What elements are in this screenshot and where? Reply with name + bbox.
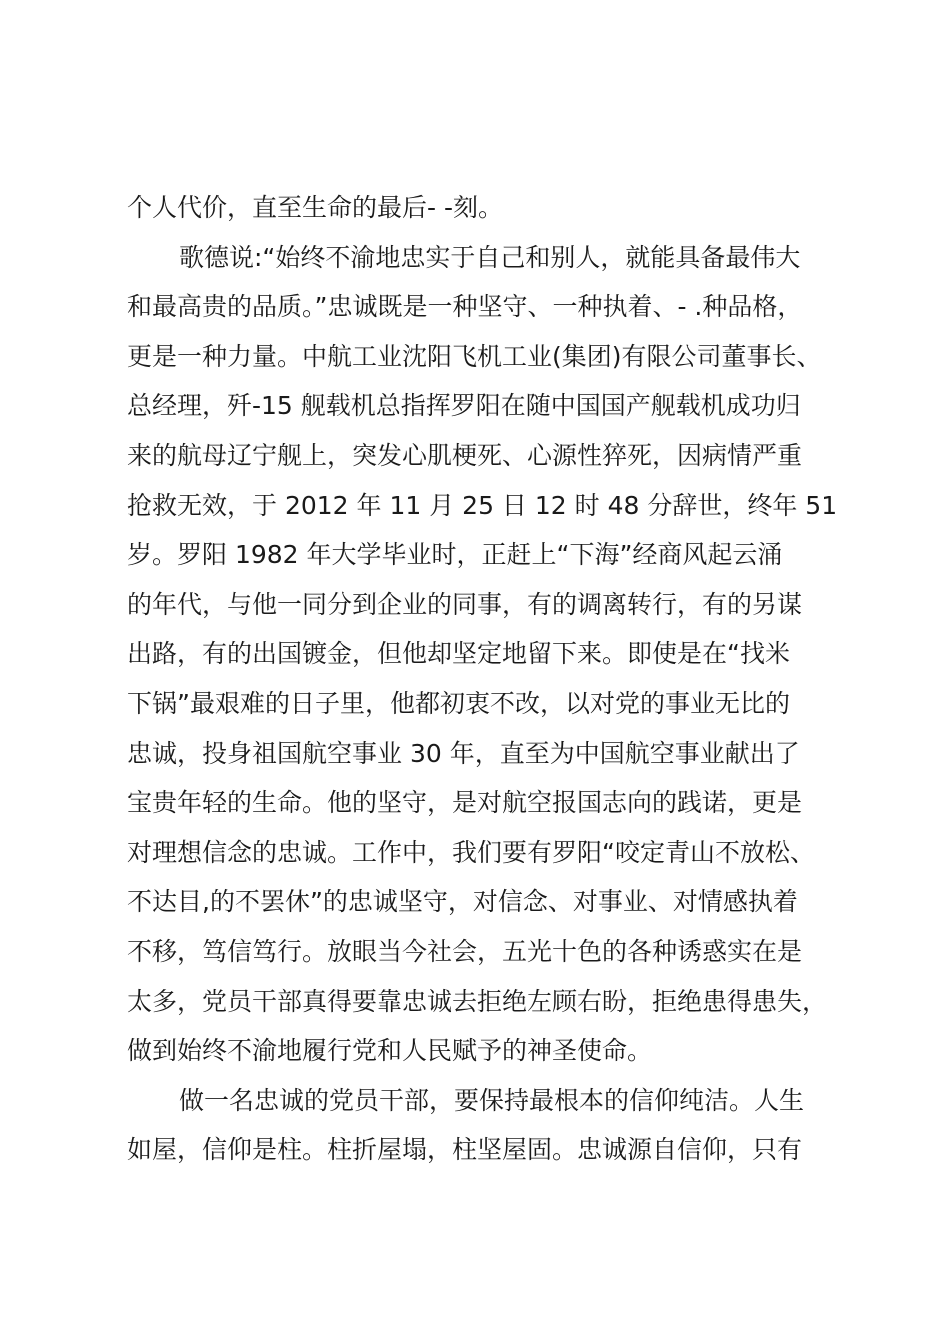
text-line: 个人代价，直至生命的最后- -刻。 bbox=[127, 193, 503, 222]
text-line: 出路，有的出国镀金，但他却坚定地留下来。即使是在“找米 bbox=[127, 639, 790, 669]
text-line: 抢救无效，于 2012 年 11 月 25 日 12 时 48 分辞世，终年 51 bbox=[127, 490, 838, 520]
text-line: 来的航母辽宁舰上，突发心肌梗死、心源性猝死，因病情严重 bbox=[127, 440, 803, 470]
text-line: 的年代，与他一同分到企业的同事，有的调离转行，有的另谋 bbox=[127, 589, 803, 619]
paragraph bbox=[127, 233, 862, 1076]
text-line: 不达目,的不罢休”的忠诚坚守，对信念、对事业、对情感执着 bbox=[127, 887, 798, 917]
text-line: 更是一种力量。中航工业沈阳飞机工业(集团)有限公司董事长、 bbox=[127, 341, 822, 371]
text-line: 歌德说:“始终不渝地忠实于自己和别人，就能具备最伟大 bbox=[179, 242, 801, 272]
text-line: 宝贵年轻的生命。他的坚守，是对航空报国志向的践诺，更是 bbox=[127, 788, 803, 818]
text-line: 下锅”最艰难的日子里，他都初衷不改，以对党的事业无比的 bbox=[127, 688, 790, 718]
text-line: 忠诚，投身祖国航空事业 30 年，直至为中国航空事业献出了 bbox=[127, 738, 800, 768]
text-line: 做一名忠诚的党员干部，要保持最根本的信仰纯洁。人生 bbox=[179, 1085, 805, 1115]
paragraph bbox=[127, 183, 862, 233]
text-line: 如屋，信仰是柱。柱折屋塌，柱坚屋固。忠诚源自信仰，只有 bbox=[127, 1135, 803, 1165]
text-line: 太多，党员干部真得要靠忠诚去拒绝左顾右盼，拒绝患得患失， bbox=[127, 986, 828, 1016]
text-line: 总经理，歼-15 舰载机总指挥罗阳在随中国国产舰载机成功归 bbox=[127, 391, 801, 421]
text-line: 和最高贵的品质。”忠诚既是一种坚守、一种执着、- .种品格， bbox=[127, 292, 803, 322]
text-line: 做到始终不渝地履行党和人民赋予的神圣使命。 bbox=[127, 1036, 653, 1066]
text-line: 不移，笃信笃行。放眼当今社会，五光十色的各种诱惑实在是 bbox=[127, 936, 803, 966]
text-line: 岁。罗阳 1982 年大学毕业时，正赶上“下海”经商风起云涌 bbox=[127, 540, 783, 570]
paragraph bbox=[127, 1076, 862, 1175]
document-body bbox=[127, 183, 862, 1175]
text-line: 对理想信念的忠诚。工作中，我们要有罗阳“咬定青山不放松、 bbox=[127, 837, 815, 867]
